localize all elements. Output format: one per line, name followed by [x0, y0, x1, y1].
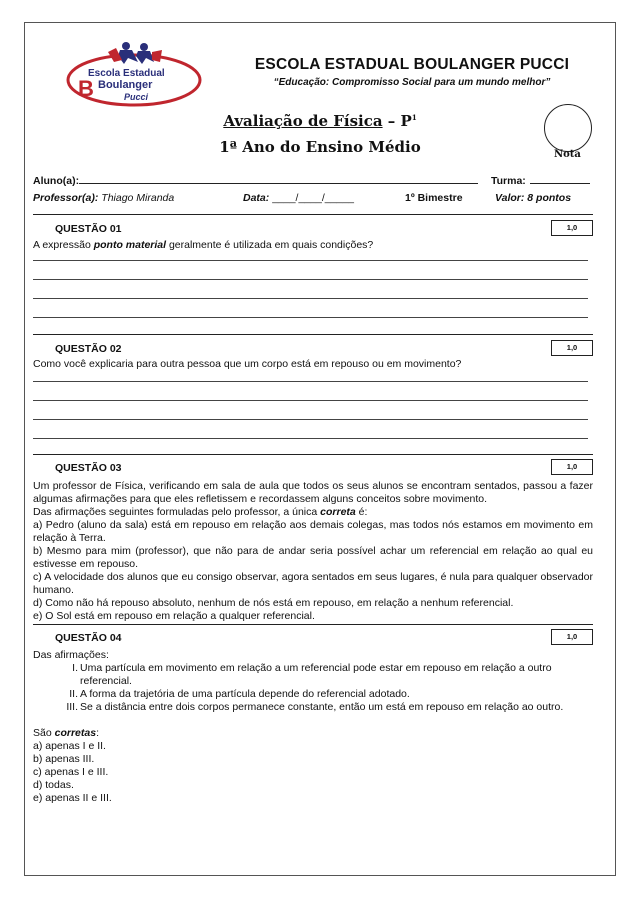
question-header — [33, 340, 593, 356]
question-label: QUESTÃO 03 — [55, 462, 122, 474]
logo-text-boulanger: Boulanger — [98, 79, 153, 91]
divider — [33, 334, 593, 335]
question-body — [33, 727, 593, 805]
school-logo — [64, 38, 202, 108]
statement-number: II. — [69, 688, 78, 700]
question-intro — [33, 649, 593, 662]
student-name-field[interactable] — [79, 174, 478, 184]
statement-item — [60, 688, 580, 701]
option-a[interactable]: a) Pedro (aluno da sala) está em repouso em relação aos demais colegas, mas todos nós estamos em movimento em relação à Terra. — [33, 519, 593, 544]
answer-line[interactable] — [33, 298, 588, 299]
question-text-emphasis: ponto material — [93, 239, 167, 251]
exam-title-sup: 1 — [411, 113, 417, 122]
prompt-emphasis: corretas — [54, 727, 97, 739]
bimester-label: 1º Bimestre — [405, 192, 463, 204]
question-prompt — [33, 506, 593, 519]
question-label: QUESTÃO 01 — [55, 223, 122, 235]
option-d[interactable]: d) todas. — [33, 779, 74, 791]
option-d[interactable]: d) Como não há repouso absoluto, nenhum de nós está em repouso, em relação a nenhum referencial. — [33, 597, 514, 609]
prompt-part: é: — [355, 506, 368, 518]
date-group — [243, 192, 354, 204]
answer-line[interactable] — [33, 381, 588, 382]
answer-line[interactable] — [33, 317, 588, 318]
question-score: 1,0 — [551, 629, 593, 645]
class-field[interactable] — [530, 174, 590, 184]
prompt-part: São — [33, 727, 55, 739]
date-field[interactable]: ____/____/_____ — [272, 192, 354, 204]
divider — [33, 624, 593, 625]
grade-circle — [544, 104, 592, 152]
question-label: QUESTÃO 04 — [55, 632, 122, 644]
divider — [33, 214, 593, 215]
prompt-emphasis: correta — [320, 506, 356, 518]
professor-name: Thiago Miranda — [101, 192, 175, 204]
statement-item — [60, 701, 580, 714]
statement-number: III. — [66, 701, 78, 713]
option-e[interactable]: e) apenas II e III. — [33, 792, 112, 804]
option-a[interactable]: a) apenas I e II. — [33, 740, 106, 752]
logo-text-escola: Escola Estadual — [88, 68, 165, 79]
statement-text: Se a distância entre dois corpos permanece constante, então um está em repouso em relação ao outro. — [80, 701, 564, 713]
option-b[interactable]: b) apenas III. — [33, 753, 95, 765]
question-intro-text: Das afirmações: — [33, 649, 109, 661]
answer-line[interactable] — [33, 279, 588, 280]
answer-line[interactable] — [33, 260, 588, 261]
option-c[interactable]: c) A velocidade dos alunos que eu consigo observar, agora sentados em seus lugares, é nula para qualquer observador humano. — [33, 571, 593, 596]
student-row — [33, 174, 593, 187]
statement-item — [60, 662, 580, 688]
question-prompt — [33, 727, 593, 740]
question-text-part: geralmente é utilizada em quais condições? — [166, 239, 374, 251]
question-score: 1,0 — [551, 340, 593, 356]
question-header — [33, 459, 593, 475]
option-b[interactable]: b) Mesmo para mim (professor), que não para de andar seria possível achar um referencial em relação ao qual eu estivesse em repouso. — [33, 545, 593, 570]
exam-title-text: Avaliação de Física — [223, 112, 383, 130]
statement-list — [60, 662, 580, 714]
professor-row — [33, 192, 593, 204]
question-intro: Um professor de Física, verificando em sala de aula que todos os seus alunos se encontram sentados, passou a fazer algumas afirmações para que eles refletissem e recordassem alguns conceitos sobre movimento. — [33, 480, 593, 505]
question-text — [33, 239, 593, 252]
svg-text:B: B — [78, 76, 94, 101]
option-e[interactable]: e) O Sol está em repouso em relação a qualquer referencial. — [33, 610, 315, 622]
exam-title — [150, 112, 490, 130]
statement-text: Uma partícula em movimento em relação a um referencial pode estar em repouso em relação a outro referencial. — [80, 662, 552, 687]
question-header — [33, 629, 593, 645]
class-label: Turma: — [491, 175, 526, 187]
prompt-part: : — [96, 727, 99, 739]
professor-label: Professor(a): — [33, 192, 99, 204]
date-label: Data: — [243, 192, 270, 204]
answer-line[interactable] — [33, 419, 588, 420]
question-body — [33, 480, 593, 623]
question-text: Como você explicaria para outra pessoa que um corpo está em repouso ou em movimento? — [33, 358, 462, 370]
exam-grade: 1ª Ano do Ensino Médio — [219, 138, 421, 156]
student-name-label: Aluno(a): — [33, 175, 80, 187]
question-label: QUESTÃO 02 — [55, 343, 122, 355]
question-score: 1,0 — [551, 459, 593, 475]
value-label: Valor: 8 pontos — [495, 192, 572, 204]
school-name: ESCOLA ESTADUAL BOULANGER PUCCI — [254, 56, 570, 73]
option-c[interactable]: c) apenas I e III. — [33, 766, 109, 778]
school-motto: “Educação: Compromisso Social para um mundo melhor” — [273, 77, 551, 88]
question-text-part: A expressão — [33, 239, 94, 251]
question-score: 1,0 — [551, 220, 593, 236]
question-header — [33, 220, 593, 236]
prompt-part: Das afirmações seguintes formuladas pelo professor, a única — [33, 506, 321, 518]
exam-title-suffix: – P — [382, 112, 412, 130]
statement-number: I. — [72, 662, 78, 674]
answer-line[interactable] — [33, 400, 588, 401]
answer-line[interactable] — [33, 438, 588, 439]
grade-label: Nota — [554, 149, 581, 160]
logo-text-pucci: Pucci — [124, 92, 149, 102]
divider — [33, 454, 593, 455]
statement-text: A forma da trajetória de uma partícula depende do referencial adotado. — [80, 688, 410, 700]
